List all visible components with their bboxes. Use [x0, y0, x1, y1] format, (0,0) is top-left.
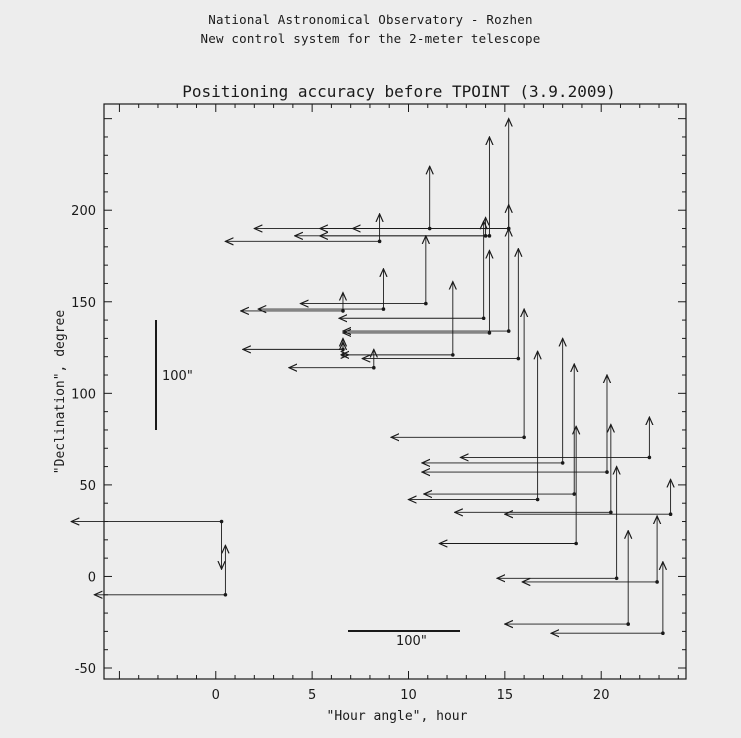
x-tick-label: 15: [496, 688, 514, 703]
data-point: [648, 456, 652, 460]
y-tick-label: -50: [74, 662, 96, 678]
data-point: [669, 512, 673, 516]
data-point: [378, 240, 382, 244]
scale-bar-horizontal-label: 100": [396, 634, 427, 649]
x-axis-title: "Hour angle", hour: [326, 709, 468, 724]
data-point: [574, 542, 578, 546]
x-tick-label: 10: [400, 688, 417, 703]
data-point: [626, 622, 630, 626]
data-point: [372, 366, 376, 370]
data-point: [488, 234, 492, 238]
data-point: [484, 234, 488, 238]
data-point: [655, 580, 659, 584]
data-point: [609, 511, 613, 515]
header-system: New control system for the 2-meter telescope: [200, 31, 541, 46]
data-point: [561, 461, 565, 465]
data-point: [572, 492, 576, 496]
data-point: [451, 353, 455, 357]
tick-labels: [71, 204, 609, 703]
chart-title: Positioning accuracy before TPOINT (3.9.2009): [182, 82, 616, 101]
y-tick-label: 100: [71, 387, 96, 403]
scale-bar-vertical-label: 100": [162, 369, 193, 384]
data-point: [536, 498, 540, 502]
data-point: [522, 435, 526, 439]
data-point: [605, 470, 609, 474]
y-tick-label: 150: [71, 295, 96, 311]
data-point: [382, 307, 386, 311]
plot-frame: [104, 104, 686, 679]
data-point: [224, 593, 228, 597]
data-point: [341, 309, 345, 313]
data-point: [661, 631, 665, 635]
data-point: [424, 302, 428, 306]
data-point: [517, 357, 521, 361]
x-tick-label: 5: [307, 688, 317, 703]
header-observatory: National Astronomical Observatory - Rozhen: [208, 12, 533, 27]
data-point: [220, 520, 224, 524]
data-point: [488, 331, 492, 335]
axis-ticks: [104, 104, 686, 679]
data-point: [615, 576, 619, 580]
x-tick-label: 0: [211, 688, 220, 703]
y-tick-label: 200: [71, 204, 96, 220]
data-point: [482, 316, 486, 320]
data-point: [507, 329, 511, 333]
y-tick-label: 0: [87, 570, 96, 586]
data-point: [341, 353, 345, 357]
y-axis-title: "Declination", degree: [53, 309, 68, 475]
x-tick-label: 20: [592, 688, 610, 703]
y-tick-label: 50: [79, 478, 96, 494]
